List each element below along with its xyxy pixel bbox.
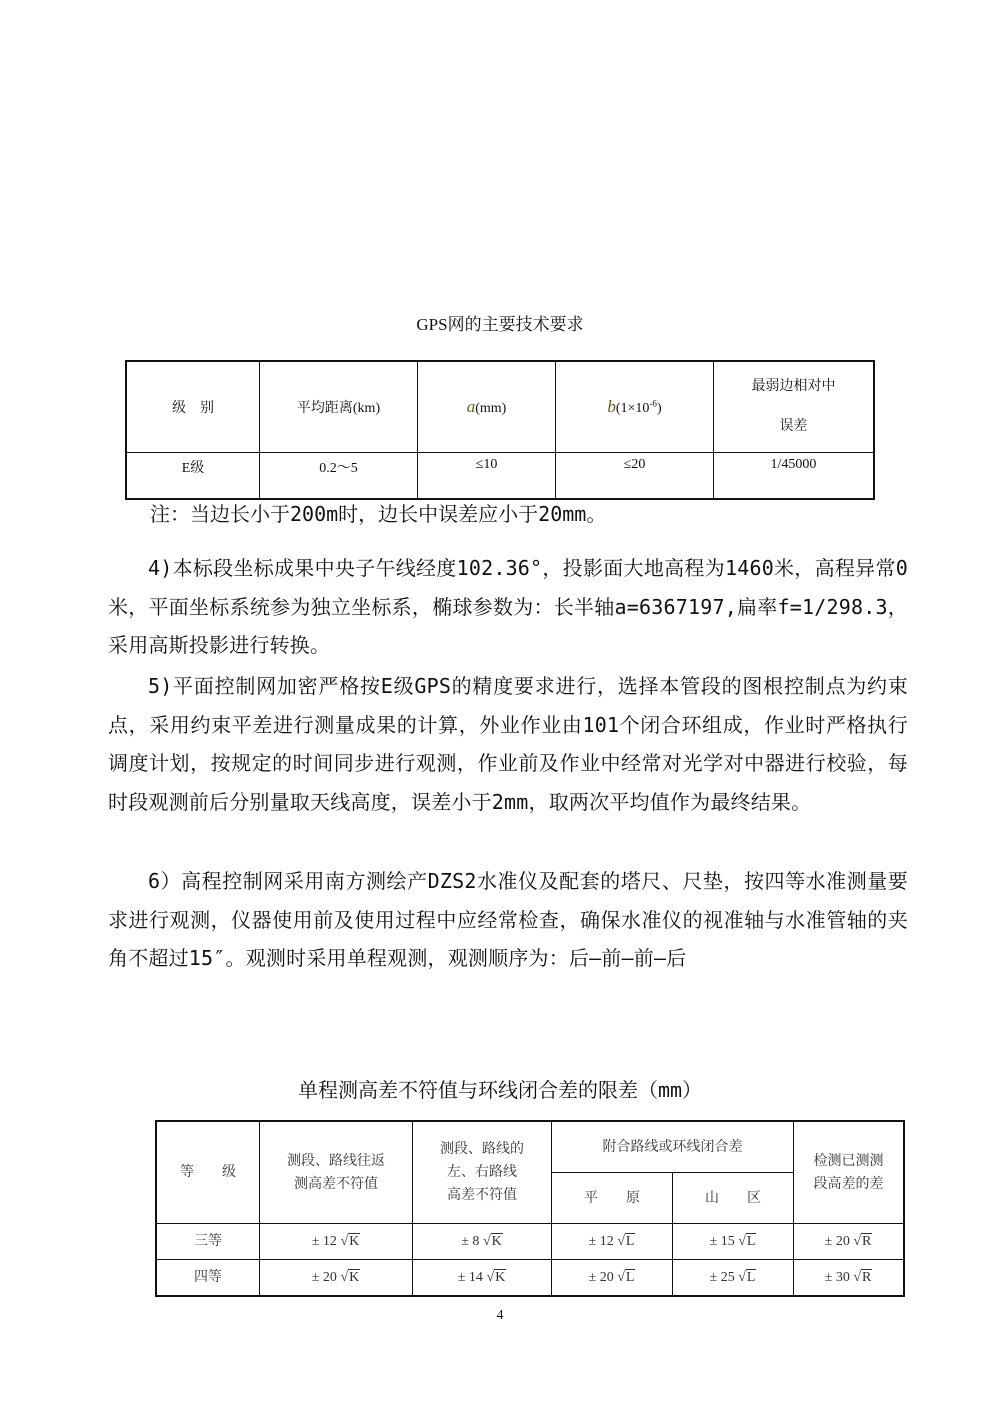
cell-c5: ± 20 √R: [794, 1224, 905, 1260]
header-grade: 级 别: [126, 361, 260, 453]
cell-c4: ± 25 √L: [673, 1260, 794, 1297]
cell-c3: ± 20 √L: [552, 1260, 673, 1297]
cell-distance: 0.2～5: [260, 453, 418, 500]
header-plain: 平 原: [552, 1173, 673, 1224]
cell-b: ≤20: [556, 453, 714, 500]
cell-grade: E级: [126, 453, 260, 500]
header-avg-distance: 平均距离(km): [260, 361, 418, 453]
page-number: 4: [496, 1308, 504, 1323]
header-col4: 检测已测测 段高差的差: [794, 1121, 905, 1224]
table-row: [126, 453, 874, 500]
cell-c5: ± 30 √R: [794, 1260, 905, 1297]
cell-grade: 四等: [156, 1260, 260, 1297]
table-row: [156, 1224, 904, 1260]
header-a: a(mm): [418, 361, 556, 453]
gps-requirements-table: [125, 360, 875, 500]
cell-c2: ± 8 √K: [413, 1224, 552, 1260]
cell-a: ≤10: [418, 453, 556, 500]
header-mountain: 山 区: [673, 1173, 794, 1224]
header-col2: 测段、路线的 左、右路线 高差不符值: [413, 1121, 552, 1224]
header-col3: 附合路线或环线闭合差: [552, 1121, 794, 1173]
paragraph-6: 6）高程控制网采用南方测绘产DZS2水准仪及配套的塔尺、尺垫，按四等水准测量要求进行观测，仪器使用前及使用过程中应经常检查，确保水准仪的视准轴与水准管轴的夹角不超过15″。观测时采用单程观测，观测顺序为：后—前—前—后: [108, 869, 908, 970]
cell-c3: ± 12 √L: [552, 1224, 673, 1260]
header-col1: 测段、路线往返 测高差不符值: [260, 1121, 413, 1224]
cell-c2: ± 14 √K: [413, 1260, 552, 1297]
paragraph-4: 4)本标段坐标成果中央子午线经度102.36°，投影面大地高程为1460米，高程异常0米，平面坐标系统参为独立坐标系，椭球参数为：长半轴a=6367197,扁率f=1/298.3，采用高斯投影进行转换。: [108, 556, 908, 657]
cell-c4: ± 15 √L: [673, 1224, 794, 1260]
header-weakest-edge: 最弱边相对中 误差: [714, 361, 875, 453]
header-grade: 等 级: [156, 1121, 260, 1224]
cell-grade: 三等: [156, 1224, 260, 1260]
table1-caption: GPS网的主要技术要求: [416, 315, 584, 334]
cell-c1: ± 12 √K: [260, 1224, 413, 1260]
leveling-tolerance-table: [155, 1120, 905, 1297]
header-b: $b(1\times 10^{-6})$: [556, 361, 714, 453]
cell-weakest: 1/45000: [714, 453, 875, 500]
cell-c1: ± 20 √K: [260, 1260, 413, 1297]
table-row: [156, 1260, 904, 1297]
table2-caption: 单程测高差不符值与环线闭合差的限差（mm）: [297, 1078, 703, 1102]
table1-note: 注：当边长小于200m时，边长中误差应小于20mm。: [150, 502, 607, 526]
paragraph-5: 5)平面控制网加密严格按E级GPS的精度要求进行，选择本管段的图根控制点为约束点，采用约束平差进行测量成果的计算，外业作业由101个闭合环组成，作业时严格执行调度计划，按规定的时间同步进行观测，作业前及作业中经常对光学对中器进行校验，每时段观测前后分别量取天线高度，误差小于2mm，取两次平均值作为最终结果。: [108, 674, 908, 814]
